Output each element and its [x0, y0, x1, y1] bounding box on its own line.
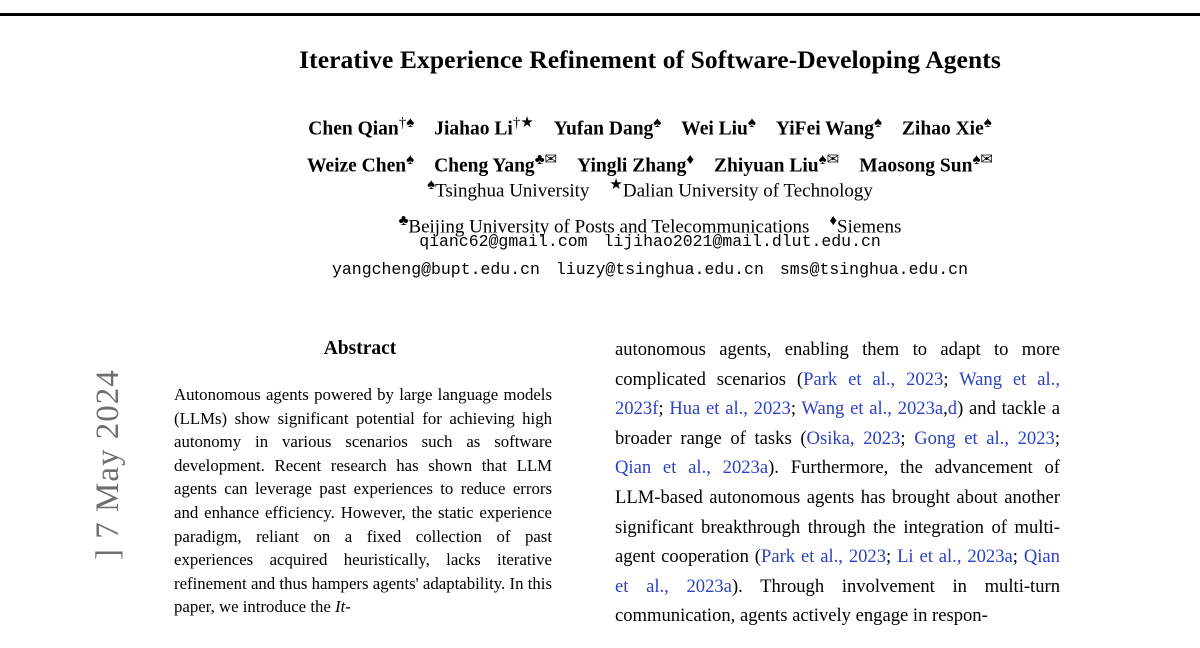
- author-email[interactable]: sms@tsinghua.edu.cn: [779, 260, 968, 279]
- body-text: autonomous agents, enabling them to adapt to more complicated scenarios (: [615, 339, 1060, 390]
- author-email[interactable]: yangcheng@bupt.edu.cn: [331, 260, 540, 279]
- author-name: Jiahao Li: [434, 118, 513, 140]
- author-line-1: [150, 108, 1150, 145]
- author-name: Yingli Zhang: [577, 155, 687, 176]
- citation-link[interactable]: Gong et al., 2023: [914, 427, 1055, 449]
- citation-link[interactable]: Qian et al., 2023a: [615, 546, 1060, 597]
- abstract-body: [174, 383, 552, 619]
- author-email[interactable]: liuzy@tsinghua.edu.cn: [555, 260, 764, 279]
- author-email[interactable]: qianc62@gmail.com: [419, 232, 588, 251]
- affiliation-name: Tsinghua University: [435, 180, 590, 202]
- citation-link[interactable]: Park et al., 2023: [803, 368, 944, 390]
- body-text: ) and tackle a broader range of tasks (: [615, 398, 1060, 449]
- citation-link[interactable]: d: [947, 398, 958, 420]
- author-affiliation-marks: ♠: [873, 115, 882, 131]
- author-name: YiFei Wang: [775, 118, 874, 140]
- right-column-body: [615, 335, 1060, 631]
- affiliation-symbol: ♦: [829, 213, 838, 230]
- paper-page: [150, 0, 1150, 648]
- body-text: ). Furthermore, the advancement of LLM-based autonomous agents has brought about another significant breakthrough through the integration of multi-agent cooperation (: [615, 457, 1060, 568]
- email-line-1: [150, 228, 1150, 256]
- affiliation-symbol: ♣: [398, 213, 409, 230]
- citation-link[interactable]: Osika, 2023: [806, 427, 901, 449]
- page-title: Iterative Experience Refinement of Software-Developing Agents: [299, 45, 1001, 74]
- affiliation-name: Beijing University of Posts and Telecommunications: [408, 216, 810, 238]
- author-affiliation-marks: ♠: [983, 115, 992, 131]
- body-text: ). Through involvement in multi-turn communication, agents actively engage in respon-: [615, 575, 1060, 627]
- affiliation-name: Dalian University of Technology: [622, 180, 873, 202]
- body-text: ;: [1054, 427, 1060, 449]
- author-name: Zihao Xie: [901, 118, 984, 140]
- body-text: ;: [658, 398, 670, 420]
- author-affiliation-marks: ♠✉: [818, 151, 840, 168]
- citation-link[interactable]: Wang et al., 2023f: [615, 368, 1060, 420]
- author-name: Weize Chen: [307, 155, 407, 176]
- affiliation-name: Siemens: [837, 216, 902, 238]
- author-name: Cheng Yang: [434, 155, 535, 176]
- abstract-italic-tail: It-: [335, 597, 351, 617]
- author-name: Chen Qian: [308, 118, 399, 140]
- author-affiliation-marks: ♠✉: [972, 151, 993, 168]
- arxiv-stamp: [0, 0, 150, 648]
- author-affiliation-marks: ♠: [653, 115, 662, 131]
- citation-link[interactable]: Park et al., 2023: [760, 546, 887, 568]
- author-name: Wei Liu: [681, 118, 748, 140]
- body-text: ;: [943, 368, 960, 390]
- abstract-heading: Abstract: [323, 338, 397, 359]
- author-name: Yufan Dang: [553, 118, 654, 140]
- author-name: Maosong Sun: [859, 155, 973, 176]
- citation-link[interactable]: Hua et al., 2023: [669, 398, 791, 420]
- body-text: ;: [886, 546, 898, 568]
- body-text: ;: [900, 427, 915, 449]
- author-name: Zhiyuan Liu: [714, 155, 819, 176]
- author-affiliation-marks: ♠: [747, 115, 756, 131]
- abstract-paragraph: Autonomous agents powered by large language models (LLMs) show significant potential for achieving high autonomy in various scenarios such as software development. Recent research has shown that LLM agents can leverage past experiences to reduce errors and enhance efficiency. However, the static experience paradigm, reliant on a fixed collection of past experiences acquired heuristically, lacks iterative refinement and thus hampers agents' adaptability. In this paper, we introduce the: [174, 385, 552, 617]
- body-text: ;: [790, 398, 802, 420]
- email-list: [150, 228, 1150, 284]
- body-text: ;: [1012, 546, 1024, 568]
- author-affiliation-marks: ♠: [406, 151, 415, 168]
- affiliation-symbol: ★: [609, 177, 623, 193]
- author-affiliation-marks: ♦: [686, 151, 695, 168]
- email-line-2: [150, 256, 1150, 284]
- body-text: ,: [943, 398, 948, 420]
- author-affiliation-marks: †♠: [398, 115, 415, 131]
- citation-link[interactable]: Li et al., 2023a: [897, 546, 1013, 568]
- affiliation-line-1: [150, 170, 1150, 206]
- affiliation-symbol: ♠: [427, 177, 436, 193]
- citation-link[interactable]: Qian et al., 2023a: [615, 457, 769, 479]
- citation-link[interactable]: Wang et al., 2023a: [801, 398, 944, 420]
- author-email[interactable]: lijihao2021@mail.dlut.edu.cn: [603, 232, 881, 251]
- arxiv-stamp-text: ] 7 May 2024: [90, 369, 126, 560]
- author-affiliation-marks: †★: [512, 115, 534, 131]
- author-affiliation-marks: ♣✉: [534, 151, 558, 168]
